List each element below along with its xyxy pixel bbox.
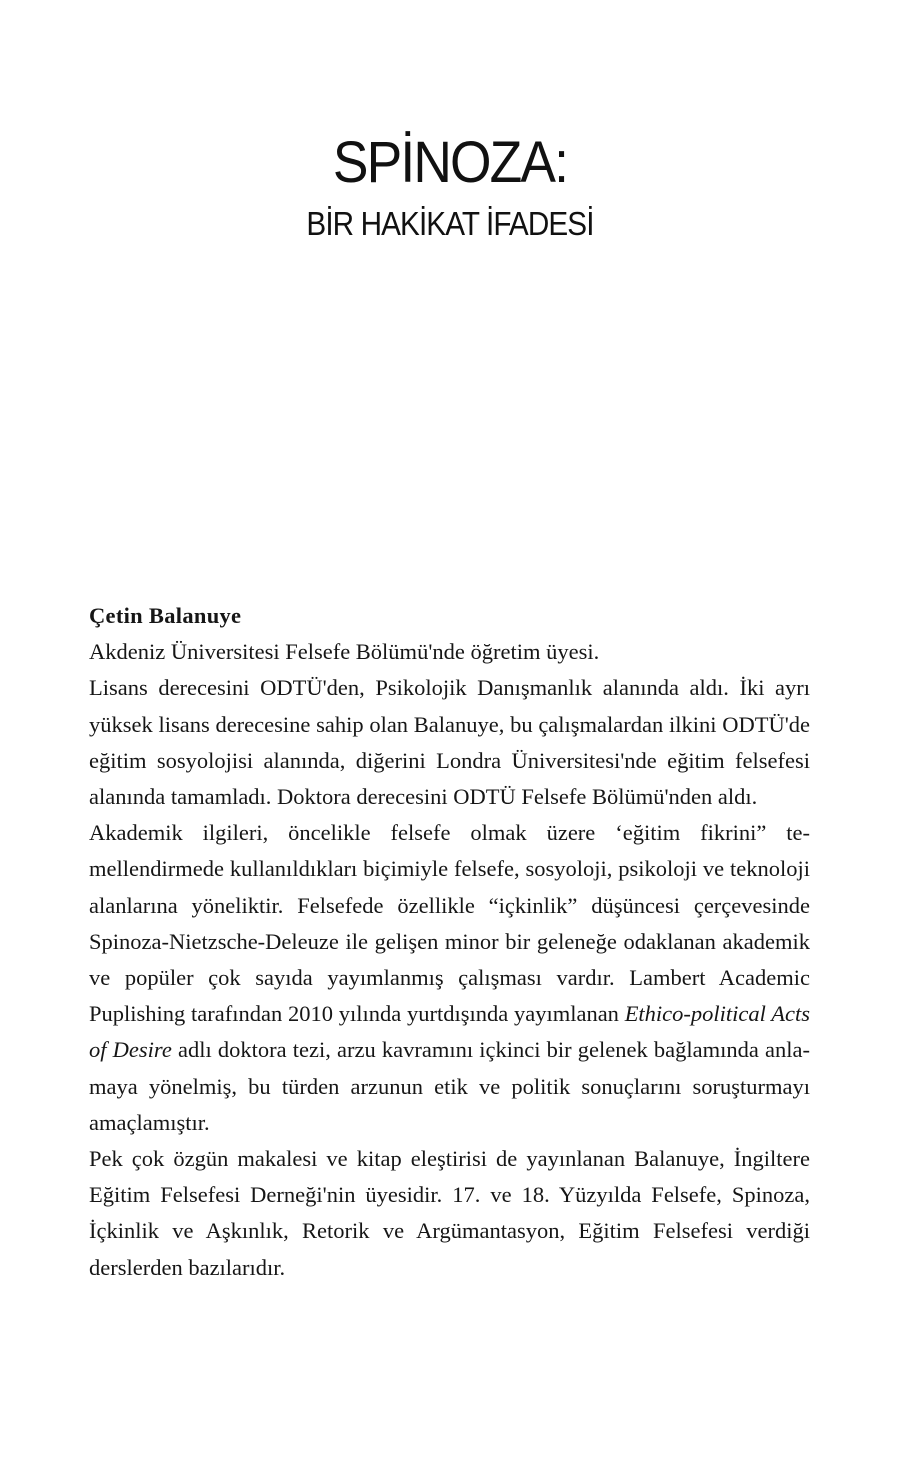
author-name: Çetin Balanuye — [89, 603, 242, 628]
author-closing: Pek çok özgün makalesi ve kitap eleştirisi de yayınlanan Balanuye, İngiltere Eğitim Felsefesi Derneği'nin üyesidir. 17. ve 18. Yüzyılda Felsefe, Spinoza, İçkinlik ve Aşkınlık, Retorik ve Argümantasyon, Eğitim Felsefesi verdiği derslerden bazılarıdır. — [89, 1146, 810, 1280]
author-education: Lisans derecesini ODTÜ'den, Psikolojik Danışmanlık alanında aldı. İki ayrı yüksek lisans derecesine sahip olan Balanuye, bu çalışmalardan ilkini ODTÜ'de eğitim sosyolojisi alanında, diğerini Londra Üniversitesi'nde eğitim felsefesi alanında tamamladı. Doktora derecesini ODTÜ Felsefe Bölümü'nden aldı. — [89, 675, 810, 810]
title-block — [0, 128, 900, 244]
thesis-title: Ethico-political Acts of Desire — [89, 1001, 810, 1063]
interests-text-before: Akademik ilgileri, öncelikle felsefe olmak üzere ‘eğitim fikrini” temellendirmede kullanıldıkları biçimiyle felsefe, sosyoloji, psikoloji ve teknoloji alanlarına yöneliktir. Felsefede özellikle “içkinlik” düşüncesi çerçevesinde Spinoza-Nietzsche-Deleuze ile gelişen minor bir geleneğe odaklanan akademik ve popüler çok sayıda yayımlanmış çalışması vardır. Lambert Academic Puplishing tarafından 2010 yılında yurtdışında yayımlanan — [89, 820, 810, 1027]
author-bio — [89, 598, 810, 1286]
book-subtitle: BİR HAKİKAT İFADESİ — [306, 205, 594, 242]
author-interests — [89, 815, 810, 1141]
book-title: SPİNOZA: — [332, 130, 568, 195]
interests-text-after: adlı doktora tezi, arzu kavramını içkinci bir gelenek bağlamında anlamaya yönelmiş, bu türden arzunun etik ve politik sonuçlarını soruşturmayı amaçlamıştır. — [89, 1037, 810, 1135]
author-position: Akdeniz Üniversitesi Felsefe Bölümü'nde öğretim üyesi. — [89, 639, 600, 665]
